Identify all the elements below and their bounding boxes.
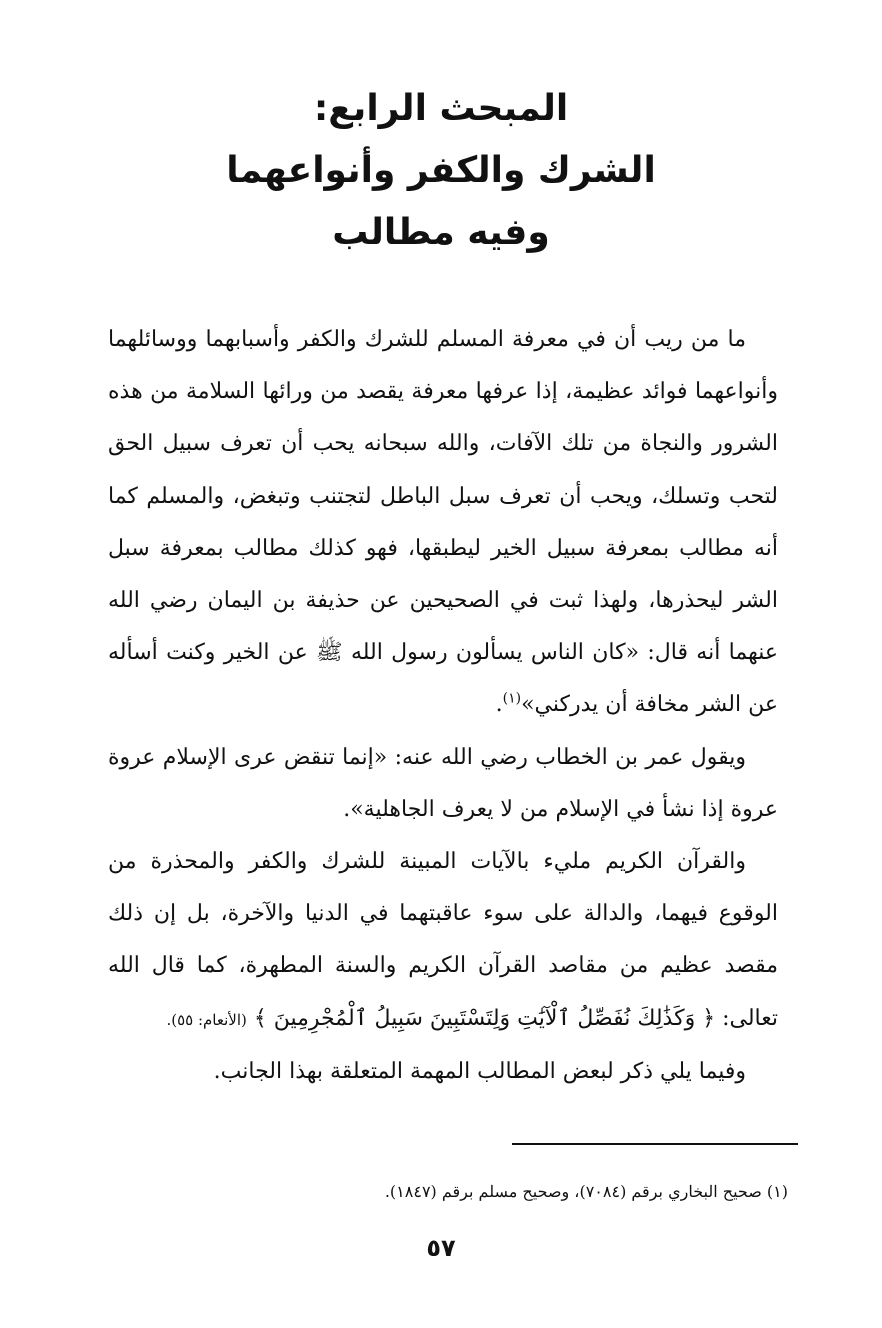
paragraph-2: ويقول عمر بن الخطاب رضي الله عنه: «إنما تنقض عرى الإسلام عروة عروة إذا نشأ في الإسلام من لا يعرف الجاهلية».: [108, 744, 778, 822]
paragraph-3: [108, 836, 778, 1046]
chapter-title-line-1: المبحث الرابع:: [313, 88, 569, 129]
footnote-reference: (١): [502, 691, 522, 708]
quran-verse: ﴿ وَكَذَٰلِكَ نُفَصِّلُ ٱلْآيَٰتِ وَلِتَسْتَبِينَ سَبِيلُ ٱلْمُجْرِمِينَ ﴾: [253, 1005, 716, 1031]
body-text: [108, 314, 778, 1098]
verse-reference: (الأنعام: ٥٥).: [166, 1010, 247, 1029]
paragraph-1: [108, 314, 778, 732]
paragraph-1-end: .: [495, 692, 503, 718]
paragraph-4: وفيما يلي ذكر لبعض المطالب المهمة المتعلقة بهذا الجانب.: [213, 1058, 746, 1084]
paragraph-3-text: والقرآن الكريم مليء بالآيات المبينة للشرك والكفر والمحذرة من الوقوع فيهما، والدالة على سوء عاقبتهما في الدنيا والآخرة، بل إن ذلك مقصد عظيم من مقاصد القرآن الكريم والسنة المطهرة، كما قال الله تعالى:: [108, 849, 778, 1031]
chapter-title-line-3: وفيه مطالب: [332, 212, 550, 253]
chapter-title-line-2: الشرك والكفر وأنواعهما: [226, 150, 656, 191]
footnote-divider: [512, 1143, 798, 1145]
chapter-title: [0, 78, 882, 264]
footnote: (١) صحيح البخاري برقم (٧٠٨٤)، وصحيح مسلم برقم (١٨٤٧).: [384, 1182, 788, 1201]
paragraph-1-text: ما من ريب أن في معرفة المسلم للشرك والكفر وأسبابهما ووسائلهما وأنواعهما فوائد عظيمة، إذا عرفها معرفة يقصد من ورائها السلامة من هذه الشرور والنجاة من تلك الآفات، والله سبحانه يحب أن تعرف سبيل الحق لتحب وتسلك، ويحب أن تعرف سبل الباطل لتجتنب وتبغض، والمسلم كما أنه مطالب بمعرفة سبيل الخير ليطبقها، فهو كذلك مطالب بمعرفة سبل الشر ليحذرها، ولهذا ثبت في الصحيحين عن حذيفة بن اليمان رضي الله عنهما أنه قال: «كان الناس يسألون رسول الله ﷺ عن الخير وكنت أسأله عن الشر مخافة أن يدركني»: [108, 327, 778, 718]
page-number: ٥٧: [426, 1234, 456, 1262]
